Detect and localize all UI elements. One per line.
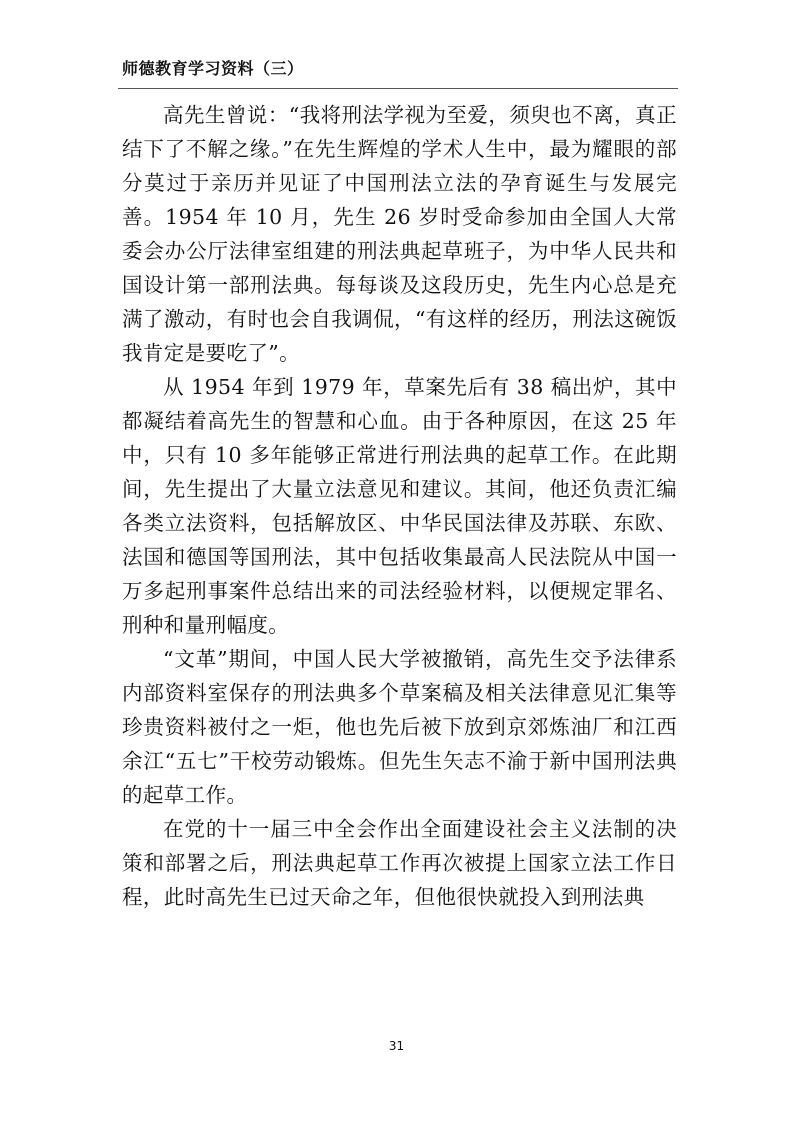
page-number: 31 <box>388 1039 405 1053</box>
paragraph-4: 在党的十一届三中全会作出全面建设社会主义法制的决策和部署之后，刑法典起草工作再次被提上国家立法工作日程，此时高先生已过天命之年，但他很快就投入到刑法典 <box>122 817 677 909</box>
paragraph-3: “文革”期间，中国人民大学被撤销，高先生交予法律系内部资料室保存的刑法典多个草案稿及相关法律意见汇集等珍贵资料被付之一炬，他也先后被下放到京郊炼油厂和江西余江“五七”干校劳动锻炼。但先生矢志不渝于新中国刑法典的起草工作。 <box>122 647 677 807</box>
header-divider <box>118 88 678 89</box>
document-body <box>122 98 677 914</box>
paragraph-1: 高先生曾说：“我将刑法学视为至爱，须臾也不离，真正结下了不解之缘。”在先生辉煌的学术人生中，最为耀眼的部分莫过于亲历并见证了中国刑法立法的孕育诞生与发展完善。1954 年 10 月，先生 26 岁时受命参加由全国人大常委会办公厅法律室组建的刑法典起草班子，为中华人民共和国设计第一部刑法典。每每谈及这段历史，先生内心总是充满了激动，有时也会自我调侃，“有这样的经历，刑法这碗饭我肯定是要吃了”。 <box>122 103 677 365</box>
paragraph-2: 从 1954 年到 1979 年，草案先后有 38 稿出炉，其中都凝结着高先生的智慧和心血。由于各种原因，在这 25 年中，只有 10 多年能够正常进行刑法典的起草工作。在此期间，先生提出了大量立法意见和建议。其间，他还负责汇编各类立法资料，包括解放区、中华民国法律及苏联、东欧、法国和德国等国刑法，其中包括收集最高人民法院从中国一万多起刑事案件总结出来的司法经验材料，以便规定罪名、刑种和量刑幅度。 <box>122 375 677 637</box>
document-header-title: 师德教育学习资料（三） <box>122 59 304 78</box>
